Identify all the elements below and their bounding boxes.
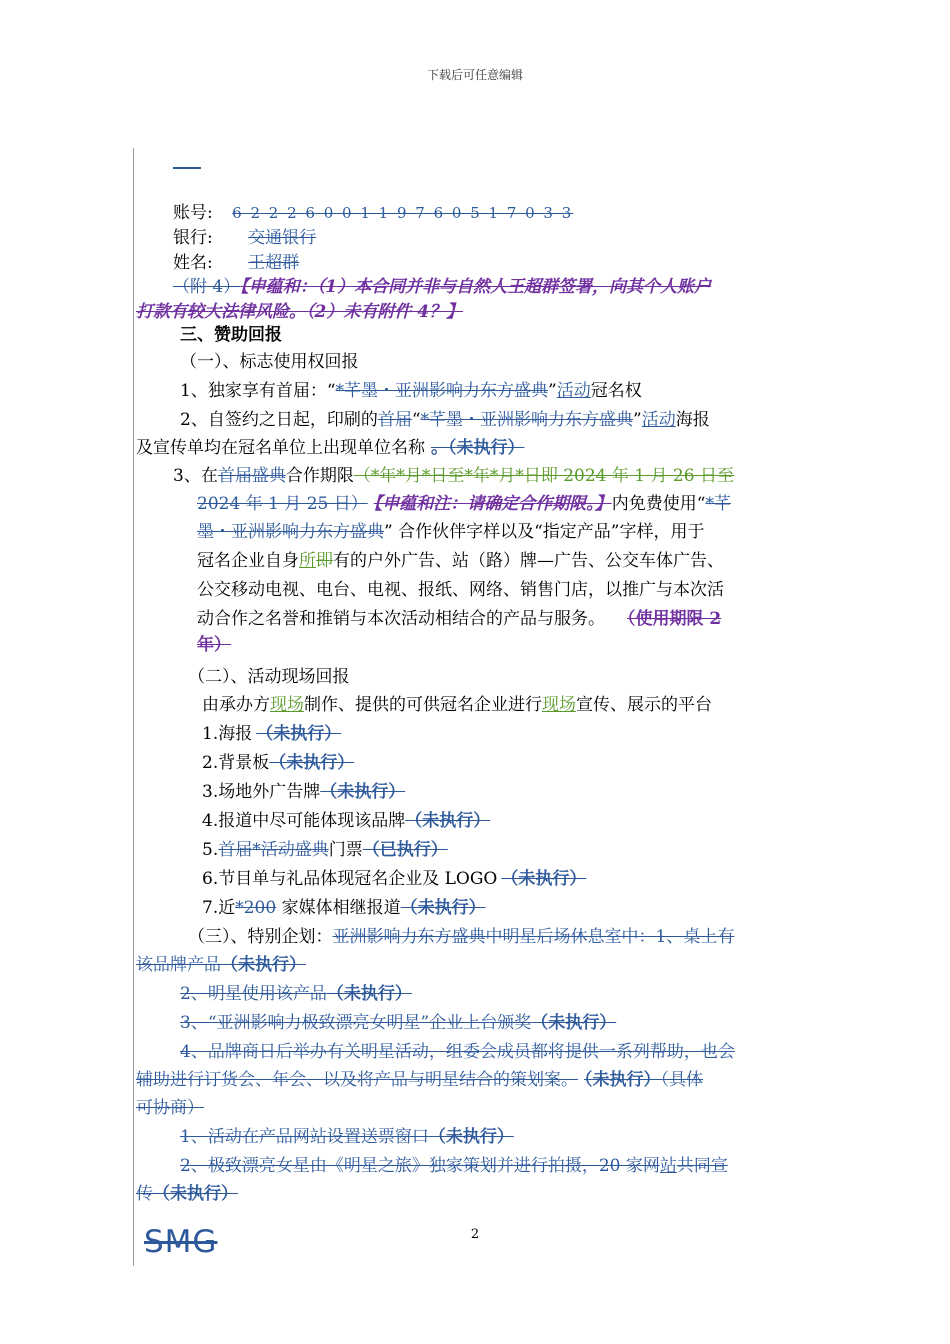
status: （未执行） [531, 1013, 617, 1033]
status: （未执行） [269, 753, 355, 773]
subsection-2: （二）、活动现场回报 [188, 667, 350, 687]
status: （未执行） [221, 955, 306, 975]
onsite-item-1 [202, 721, 341, 747]
text: 海报 [675, 410, 710, 430]
deleted-text: 即 [316, 551, 333, 571]
item-3-line-6 [197, 606, 721, 632]
deleted-text: 2、极致漂亮女星由《明星之旅》独家策划并进行拍摄，20 家网 [180, 1156, 660, 1176]
text: 有的户外广告、站（路）牌—广告、公交车体广告、 [333, 551, 724, 571]
onsite-item-5 [202, 837, 448, 863]
bank-line [173, 225, 316, 251]
page-number: 2 [470, 1227, 480, 1242]
special-line-4 [180, 1039, 735, 1065]
comment-line-1 [173, 274, 711, 300]
text: 冠名企业自身 [197, 551, 299, 571]
deleted-text: 3、“亚洲影响力极致漂亮女明星”企业上台颁奖 [180, 1013, 532, 1033]
onsite-item-6 [202, 866, 586, 892]
inserted-text: 现场 [542, 695, 576, 715]
deleted-text: 2、明星使用该产品 [180, 984, 327, 1004]
status: （未执行） [153, 1184, 238, 1204]
status: （未执行） [326, 984, 412, 1004]
status: （已执行） [362, 840, 448, 860]
onsite-item-2 [202, 750, 354, 776]
account-label: 账号: [173, 203, 213, 223]
item-3-line-3 [197, 519, 704, 545]
text: 合作期限 [285, 466, 354, 486]
deleted-text: *芊墨・亚洲影响力东方盛典 [335, 381, 549, 401]
item-3-line-2 [197, 491, 731, 517]
text: 6.节目单与礼品体现冠名企业及 LOGO [202, 869, 498, 889]
name-label: 姓名: [173, 253, 213, 273]
subsection-3: （三）、特别企划： [188, 927, 333, 947]
payee-name: 王超群 [248, 253, 300, 273]
section-title: 三、赞助回报 [180, 325, 282, 345]
deleted-text: （具体 [660, 1070, 703, 1090]
text: 3、在 [173, 466, 218, 486]
text: ” 合作伙伴字样以及“指定产品”字样，用于 [384, 522, 705, 542]
item-3 [173, 463, 734, 489]
text: “ [411, 410, 421, 430]
deleted-text: 首届 [218, 840, 253, 860]
text: 1、独家享有首届：“ [180, 381, 336, 401]
smg-logo: SMG [144, 1224, 218, 1260]
inserted-text: 现场 [270, 695, 304, 715]
deleted-text: *芊墨・亚洲影响力东方盛典 [420, 410, 634, 430]
onsite-item-7 [202, 895, 486, 921]
onsite-item-4 [202, 808, 490, 834]
deleted-text: 亚洲影响力东方盛典中明星后场休息室中：1、桌上有 [332, 927, 735, 947]
deleted-period: 2024 年 1 月 25 日） [197, 494, 368, 514]
special-line-5 [180, 1124, 514, 1150]
onsite-intro [202, 692, 712, 718]
text: 1.海报 [202, 724, 253, 744]
deleted-text: 首届盛典 [217, 466, 286, 486]
deleted-text: 辅助进行订货会、年会、以及将产品与明星结合的策划案。 [136, 1070, 578, 1090]
status: （未执行） [400, 898, 486, 918]
status: （未执行） [428, 1127, 514, 1147]
subsection-1: （一）、标志使用权回报 [180, 352, 359, 372]
special-line-1 [188, 924, 734, 950]
header-note: 下载后可任意编辑 [426, 68, 523, 82]
review-comment-cont: 打款有较大法律风险。（2）未有附件 4？】 [136, 302, 464, 322]
name-line [173, 250, 299, 276]
deleted-status: （使用期限 2 [627, 609, 722, 629]
status: （未执行） [405, 811, 491, 831]
status: （未执行） [320, 782, 406, 802]
text: 动合作之名誉和推销与本次活动相结合的产品与服务。 [197, 609, 605, 629]
inserted-text: 活动 [556, 381, 591, 401]
text: 制作、提供的可供冠名企业进行 [304, 695, 542, 715]
deleted-text: *200 [235, 898, 277, 918]
deleted-text: 传 [136, 1184, 153, 1204]
text: 4.报道中尽可能体现该品牌 [202, 811, 406, 831]
account-number: 6 2 2 2 6 0 0 1 1 9 7 6 0 5 1 7 0 3 3 [232, 204, 574, 222]
text: 7.近 [202, 898, 236, 918]
review-comment: 【申蕴和注：请确定合作期限。】 [373, 494, 612, 514]
deleted-status: 年） [197, 635, 231, 655]
status: （未执行） [501, 869, 587, 889]
inserted-text: 所 [299, 551, 316, 571]
account-line [173, 200, 573, 226]
special-line-4-cont2 [136, 1095, 204, 1121]
item-3-line-4 [197, 548, 724, 574]
deleted-text: 墨・亚洲影响力东方盛典 [197, 522, 384, 542]
special-line-1-cont [136, 952, 306, 978]
inserted-text: 活动 [641, 410, 676, 430]
deleted-text: *活动盛典 [252, 840, 329, 860]
bank-name: 交通银行 [248, 228, 317, 248]
text: 家媒体相继报道 [276, 898, 401, 918]
text: 内免费使用“ [611, 494, 706, 514]
deleted-rule [173, 167, 201, 169]
special-line-6-cont [136, 1181, 238, 1207]
text: 3.场地外广告牌 [202, 782, 321, 802]
onsite-item-3 [202, 779, 405, 805]
item-2 [180, 407, 710, 433]
status: （未执行） [256, 724, 342, 744]
deleted-text: 4、品牌商日后举办有关明星活动，组委会成员都将提供一系列帮助，也会 [180, 1042, 735, 1062]
item-3-line-7 [197, 632, 231, 658]
item-2-cont [136, 435, 525, 461]
special-line-2 [180, 981, 412, 1007]
text: 冠名权 [590, 381, 642, 401]
text: 2、自签约之日起，印刷的 [180, 410, 378, 430]
text: 2.背景板 [202, 753, 270, 773]
deleted-period: （*年*月*日至*年*月*日即 2024 年 1 月 26 日至 [353, 466, 734, 486]
deleted-text: 可协商） [136, 1098, 204, 1118]
deleted-status: 。（未执行） [431, 438, 525, 458]
text: 5. [202, 840, 219, 860]
deleted-text: 1、活动在产品网站设置送票窗口 [180, 1127, 429, 1147]
text: ” [548, 381, 557, 401]
deleted-text: 首届 [377, 410, 412, 430]
deleted-text: 共同宣 [676, 1156, 728, 1176]
deleted-text: *芊 [705, 494, 731, 514]
text: ” [633, 410, 642, 430]
text: 及宣传单均在冠名单位上出现单位名称 [136, 438, 425, 458]
deleted-text: 该品牌产品 [136, 955, 221, 975]
review-comment: 【申蕴和：（1）本合同并非与自然人王超群签署，向其个人账户 [240, 277, 712, 297]
text: 宣传、展示的平台 [576, 695, 712, 715]
special-line-3 [180, 1010, 616, 1036]
attach-prefix: （附 4） [173, 277, 241, 297]
special-line-4-cont [136, 1067, 703, 1093]
item-3-line-5: 公交移动电视、电台、电视、报纸、网络、销售门店，以推广与本次活 [197, 580, 724, 600]
text: 门票 [328, 840, 363, 860]
status: （未执行） [584, 1070, 661, 1090]
text: 由承办方 [202, 695, 270, 715]
bank-label: 银行: [173, 228, 213, 248]
special-line-6 [180, 1153, 728, 1179]
item-1 [180, 378, 642, 404]
inserted-text: 站 [659, 1156, 677, 1176]
revision-margin-bar [133, 148, 134, 1266]
